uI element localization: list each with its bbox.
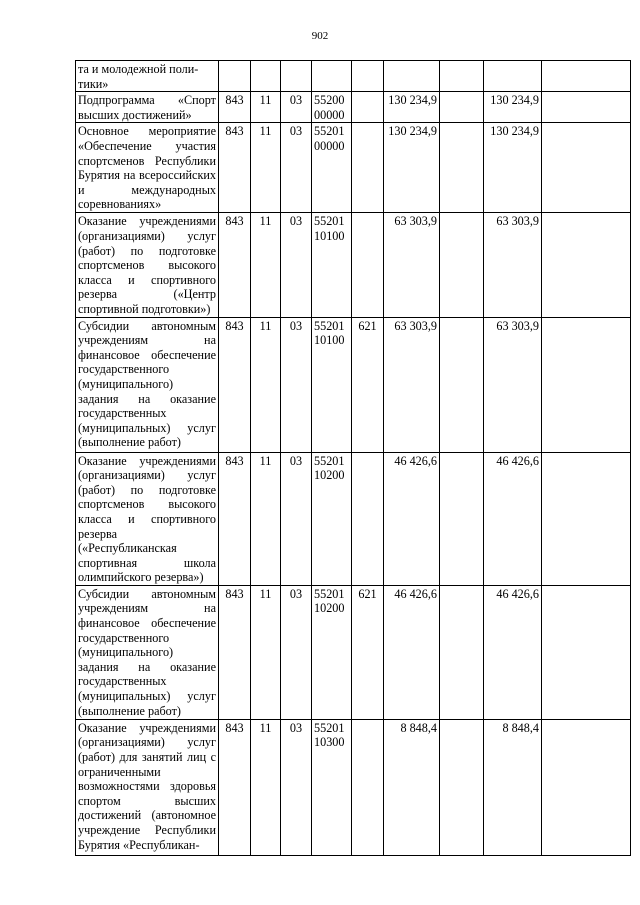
- expense-type-cell: [352, 61, 384, 92]
- target-article-cell: 55201 10100: [312, 317, 352, 452]
- amount-federal-cell: [440, 317, 484, 452]
- table-row: [76, 92, 631, 123]
- amount-other-cell: [542, 213, 631, 317]
- expenditure-name-cell: Оказание учреждениями (организациями) услуг (работ) по подготовке спортсменов высокого класса и спортивного резерва («Центр спортивной подготовки»): [76, 213, 219, 317]
- amount-republic-cell: 46 426,6: [484, 585, 542, 719]
- section-code-cell: 11: [251, 123, 281, 213]
- table-row: [76, 317, 631, 452]
- expense-type-cell: [352, 719, 384, 855]
- amount-federal-cell: [440, 123, 484, 213]
- expense-type-cell: 621: [352, 585, 384, 719]
- subsection-code-cell: 03: [281, 317, 312, 452]
- ministry-code-cell: 843: [219, 452, 251, 585]
- expenditure-name-cell: Оказание учреждениями (организациями) услуг (работ) по подготовке спортсменов высокого класса и спортивного резерва («Республиканская спортивная школа олимпийского резерва»): [76, 452, 219, 585]
- section-code-cell: 11: [251, 92, 281, 123]
- table-row: [76, 585, 631, 719]
- amount-other-cell: [542, 317, 631, 452]
- table-body: [76, 61, 631, 856]
- page-number: 902: [311, 30, 329, 42]
- table-row: [76, 61, 631, 92]
- expense-type-cell: 621: [352, 317, 384, 452]
- table-row: [76, 213, 631, 317]
- expenditure-name-cell: та и молодежной поли- тики»: [76, 61, 219, 92]
- subsection-code-cell: 03: [281, 719, 312, 855]
- section-code-cell: [251, 61, 281, 92]
- target-article-cell: [312, 61, 352, 92]
- table-row: [76, 452, 631, 585]
- amount-republic-cell: 46 426,6: [484, 452, 542, 585]
- ministry-code-cell: 843: [219, 585, 251, 719]
- amount-federal-cell: [440, 452, 484, 585]
- target-article-cell: 55201 00000: [312, 123, 352, 213]
- section-code-cell: 11: [251, 213, 281, 317]
- amount-total-cell: 46 426,6: [384, 585, 440, 719]
- expense-type-cell: [352, 123, 384, 213]
- expenditure-name-cell: Субсидии автономным учреждениям на финансовое обеспечение государственного (муниципального) задания на оказание государственных (муниципальных) услуг (выполнение работ): [76, 585, 219, 719]
- amount-republic-cell: 8 848,4: [484, 719, 542, 855]
- amount-total-cell: 63 303,9: [384, 317, 440, 452]
- ministry-code-cell: [219, 61, 251, 92]
- amount-total-cell: 46 426,6: [384, 452, 440, 585]
- amount-republic-cell: 63 303,9: [484, 213, 542, 317]
- amount-federal-cell: [440, 213, 484, 317]
- target-article-cell: 55201 10200: [312, 585, 352, 719]
- subsection-code-cell: 03: [281, 585, 312, 719]
- amount-federal-cell: [440, 585, 484, 719]
- subsection-code-cell: 03: [281, 213, 312, 317]
- amount-other-cell: [542, 719, 631, 855]
- target-article-cell: 55201 10100: [312, 213, 352, 317]
- amount-total-cell: 8 848,4: [384, 719, 440, 855]
- amount-federal-cell: [440, 92, 484, 123]
- amount-republic-cell: 63 303,9: [484, 317, 542, 452]
- table-row: [76, 123, 631, 213]
- expenditure-name-cell: Основное мероприятие «Обеспечение участия спортсменов Республики Бурятия на всероссийских и международных соревнованиях»: [76, 123, 219, 213]
- amount-total-cell: 63 303,9: [384, 213, 440, 317]
- target-article-cell: 55200 00000: [312, 92, 352, 123]
- budget-table: [75, 60, 631, 856]
- table-row: [76, 719, 631, 855]
- expenditure-name-cell: Оказание учреждениями (организациями) услуг (работ) для занятий лиц с ограниченными возможностями здоровья спортом высших достижений (автономное учреждение Республики Бурятия «Республикан-: [76, 719, 219, 855]
- amount-other-cell: [542, 585, 631, 719]
- expense-type-cell: [352, 213, 384, 317]
- amount-other-cell: [542, 123, 631, 213]
- amount-other-cell: [542, 61, 631, 92]
- section-code-cell: 11: [251, 585, 281, 719]
- subsection-code-cell: 03: [281, 92, 312, 123]
- amount-total-cell: 130 234,9: [384, 123, 440, 213]
- amount-federal-cell: [440, 719, 484, 855]
- ministry-code-cell: 843: [219, 123, 251, 213]
- ministry-code-cell: 843: [219, 719, 251, 855]
- ministry-code-cell: 843: [219, 92, 251, 123]
- subsection-code-cell: 03: [281, 123, 312, 213]
- target-article-cell: 55201 10300: [312, 719, 352, 855]
- subsection-code-cell: 03: [281, 452, 312, 585]
- section-code-cell: 11: [251, 452, 281, 585]
- ministry-code-cell: 843: [219, 317, 251, 452]
- expenditure-name-cell: Подпрограмма «Спорт высших достижений»: [76, 92, 219, 123]
- target-article-cell: 55201 10200: [312, 452, 352, 585]
- amount-other-cell: [542, 452, 631, 585]
- amount-federal-cell: [440, 61, 484, 92]
- section-code-cell: 11: [251, 719, 281, 855]
- expenditure-name-cell: Субсидии автономным учреждениям на финансовое обеспечение государственного (муниципального) задания на оказание государственных (муниципальных) услуг (выполнение работ): [76, 317, 219, 452]
- amount-republic-cell: 130 234,9: [484, 123, 542, 213]
- section-code-cell: 11: [251, 317, 281, 452]
- amount-total-cell: 130 234,9: [384, 92, 440, 123]
- expense-type-cell: [352, 452, 384, 585]
- subsection-code-cell: [281, 61, 312, 92]
- amount-republic-cell: 130 234,9: [484, 92, 542, 123]
- amount-other-cell: [542, 92, 631, 123]
- amount-total-cell: [384, 61, 440, 92]
- expense-type-cell: [352, 92, 384, 123]
- amount-republic-cell: [484, 61, 542, 92]
- ministry-code-cell: 843: [219, 213, 251, 317]
